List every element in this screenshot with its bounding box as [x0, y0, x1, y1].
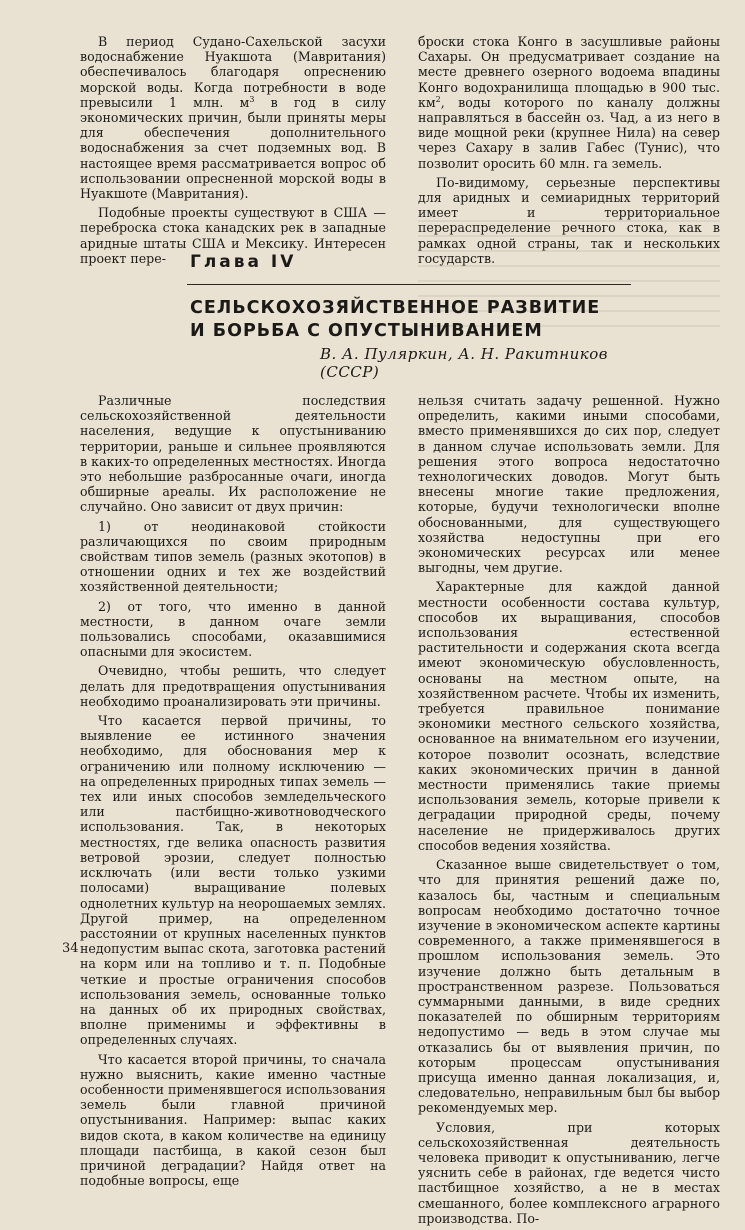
list-item: 2) от того, что именно в данной местности, в данном очаге земли пользовались способами, оказавшимися опасными для экосистем.	[80, 598, 386, 660]
paragraph: Что касается первой причины, то выявление ее истинного значения необходимо, для обоснования мер к ограничению или полному исключению — на определенных природных типах земель — тех или иных способов земледельческого или пастбищно-животноводческого использования. Так, в некоторых местностях, где велика опасность развития ветровой эрозии, следует полностью исключать (или вести только узкими полосами) выращивание полевых однолетних культур на неорошаемых землях. Другой пример, на определенном расстоянии от крупных населенных пунктов недопустим выпас скота, заготовка растений на корм или на топливо и т. п. Подобные четкие и простые ограничения способов использования земель, основанные только на данных об их природных свойствах, вполне применимы и эффективны в определенных случаях.	[80, 713, 386, 1048]
paragraph: нельзя считать задачу решенной. Нужно определить, какими иными способами, вместо применявшихся до сих пор, следует в данном случае использовать земли. Для решения этого вопроса недостаточно технологических доводов. Могут быть внесены многие такие предложения, которые, будучи технологически вполне обоснованными, для существующего хозяйства недоступны при его экономических ресурсах или менее выгодны, чем другие.	[418, 393, 720, 576]
top-right-column	[418, 34, 720, 270]
chapter-label: Глава IV	[190, 252, 297, 272]
body-right-column	[418, 393, 720, 1230]
top-left-column	[80, 34, 386, 270]
chapter-title-line: СЕЛЬСКОХОЗЯЙСТВЕННОЕ РАЗВИТИЕ	[190, 298, 601, 318]
paragraph: В период Судано-Сахельской засухи водоснабжение Нуакшота (Мавритания) обеспечивалось благодаря опреснению морской воды. Когда потребности в воде превысили 1 млн. $м^3$ в год в силу экономических причин, были приняты меры для обеспечения дополнительного водоснабжения за счет подземных вод. В настоящее время рассматривается вопрос об использовании опресненной морской воды в Нуакшоте (Мавритания).	[80, 34, 386, 202]
list-item: 1) от неодинаковой стойкости различающихся по своим природным свойствам типов земель (разных экотопов) в отношении одних и тех же воздействий хозяйственной деятельности;	[80, 518, 386, 595]
paragraph: Подобные проекты существуют в США — переброска стока канадских рек в западные аридные штаты США и Мексику. Интересен проект пере-	[80, 205, 386, 266]
chapter-divider	[187, 284, 631, 285]
paragraph: Различные последствия сельскохозяйственной деятельности населения, ведущие к опустыниванию территории, раньше и сильнее проявляются в каких-то определенных местностях. Иногда это небольшие разбросанные очаги, иногда обширные ареалы. Их расположение не случайно. Оно зависит от двух причин:	[80, 393, 386, 515]
paragraph: броски стока Конго в засушливые районы Сахары. Он предусматривает создание на месте древнего озерного водоема впадины Конго водохранилища площадью в 900 тыс. $км^2$, воды которого по каналу должны направляться в бассейн оз. Чад, а из него в виде мощной реки (крупнее Нила) на север через Сахару в залив Габес (Тунис), что позволит оросить 60 млн. га земель.	[418, 34, 720, 171]
paragraph: Сказанное выше свидетельствует о том, что для принятия решений даже по, казалось бы, частным и специальным вопросам необходимо достаточно точное изучение в экономическом аспекте картины современного, а также применявшегося в прошлом использования земель. Это изучение должно быть детальным в пространственном разрезе. Пользоваться суммарными данными, в виде средних показателей по обширным территориям недопустимо — ведь в этом случае мы отказались бы от выявления причин, по которым процессам опустынивания присуща именно данная локализация, и, следовательно, неправильным был бы выбор рекомендуемых мер.	[418, 857, 720, 1116]
paragraph: Очевидно, чтобы решить, что следует делать для предотвращения опустынивания необходимо проанализировать эти причины.	[80, 663, 386, 709]
paragraph: Что касается второй причины, то сначала нужно выяснить, какие именно частные особенности применявшегося использования земель были главной причиной опустынивания. Например: выпас каких видов скота, в каком количестве на единицу площади пастбища, в какой сезон был причиной деградации? Найдя ответ на подобные вопросы, еще	[80, 1051, 386, 1189]
paragraph: Характерные для каждой данной местности особенности состава культур, способов их выращивания, способов использования естественной растительности и содержания скота всегда имеют экономическую обусловленность, основаны на местном опыте, на хозяйственном расчете. Чтобы их изменить, требуется правильное понимание экономики местного сельского хозяйства, основанное на внимательном его изучении, которое позволит осознать, вследствие каких экономических причин в данной местности применялись такие приемы использования земель, которые привели к деградации природной среды, почему население не придерживалось других способов ведения хозяйства.	[418, 579, 720, 853]
chapter-title	[190, 297, 650, 343]
chapter-title-line: И БОРЬБА С ОПУСТЫНИВАНИЕМ	[190, 321, 543, 341]
paragraph: По-видимому, серьезные перспективы для аридных и семиаридных территорий имеет и территориальное перераспределение речного стока, как в рамках одной страны, так и нескольких государств.	[418, 174, 720, 266]
paragraph: Условия, при которых сельскохозяйственная деятельность человека приводит к опустыниванию, легче уяснить себе в районах, где ведется чисто пастбищное хозяйство, а не в местах смешанного, более комплексного аграрного производства. По-	[418, 1119, 720, 1226]
chapter-authors: В. А. Пуляркин, А. Н. Ракитников (СССР)	[320, 345, 609, 381]
page-number: 34	[62, 941, 79, 956]
body-left-column	[80, 393, 386, 1192]
